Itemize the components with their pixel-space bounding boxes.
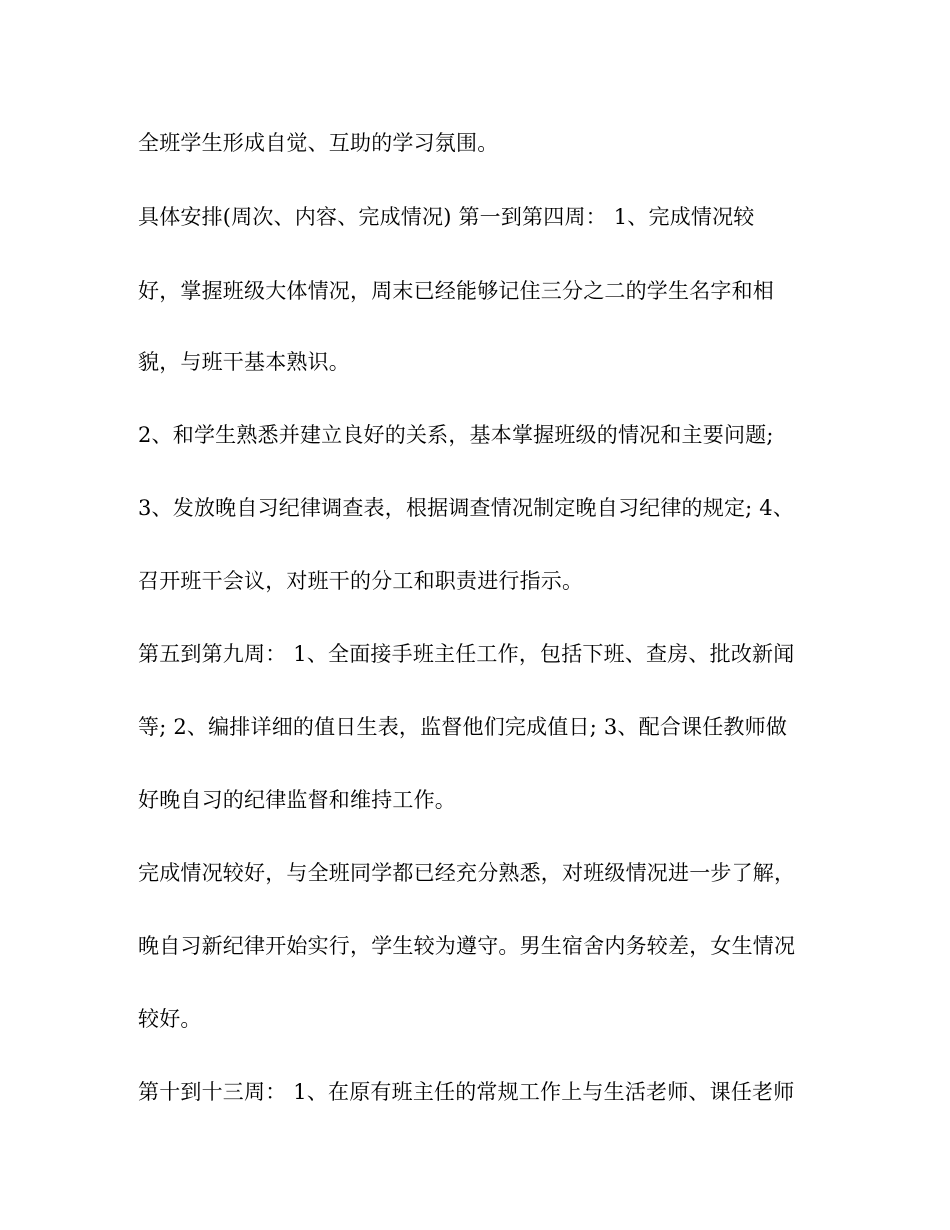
text-line-10: 好晚自习的纪律监督和维持工作。 <box>138 788 456 812</box>
text-line-13: 较好。 <box>138 1007 202 1031</box>
text-line-9: 等; 2、编排详细的值日生表，监督他们完成值日; 3、配合课任教师做 <box>138 715 788 739</box>
text-line-5: 2、和学生熟悉并建立良好的关系，基本掌握班级的情况和主要问题; <box>138 423 774 447</box>
text-line-2: 具体安排(周次、内容、完成情况) 第一到第四周： 1、完成情况较 <box>138 205 755 229</box>
text-line-11: 完成情况较好，与全班同学都已经充分熟悉，对班级情况进一步了解， <box>138 861 796 885</box>
text-line-8: 第五到第九周： 1、全面接手班主任工作，包括下班、查房、批改新闻 <box>138 642 795 666</box>
text-line-1: 全班学生形成自觉、互助的学习氛围。 <box>138 131 499 155</box>
text-line-7: 召开班干会议，对班干的分工和职责进行指示。 <box>138 569 584 593</box>
text-line-12: 晚自习新纪律开始实行，学生较为遵守。男生宿舍内务较差，女生情况 <box>138 934 796 958</box>
text-line-4: 貌，与班干基本熟识。 <box>138 350 350 374</box>
text-line-3: 好，掌握班级大体情况，周末已经能够记住三分之二的学生名字和相 <box>138 279 774 303</box>
text-line-14: 第十到十三周： 1、在原有班主任的常规工作上与生活老师、课任老师 <box>138 1080 795 1104</box>
text-line-6: 3、发放晚自习纪律调查表，根据调查情况制定晚自习纪律的规定; 4、 <box>138 496 795 520</box>
